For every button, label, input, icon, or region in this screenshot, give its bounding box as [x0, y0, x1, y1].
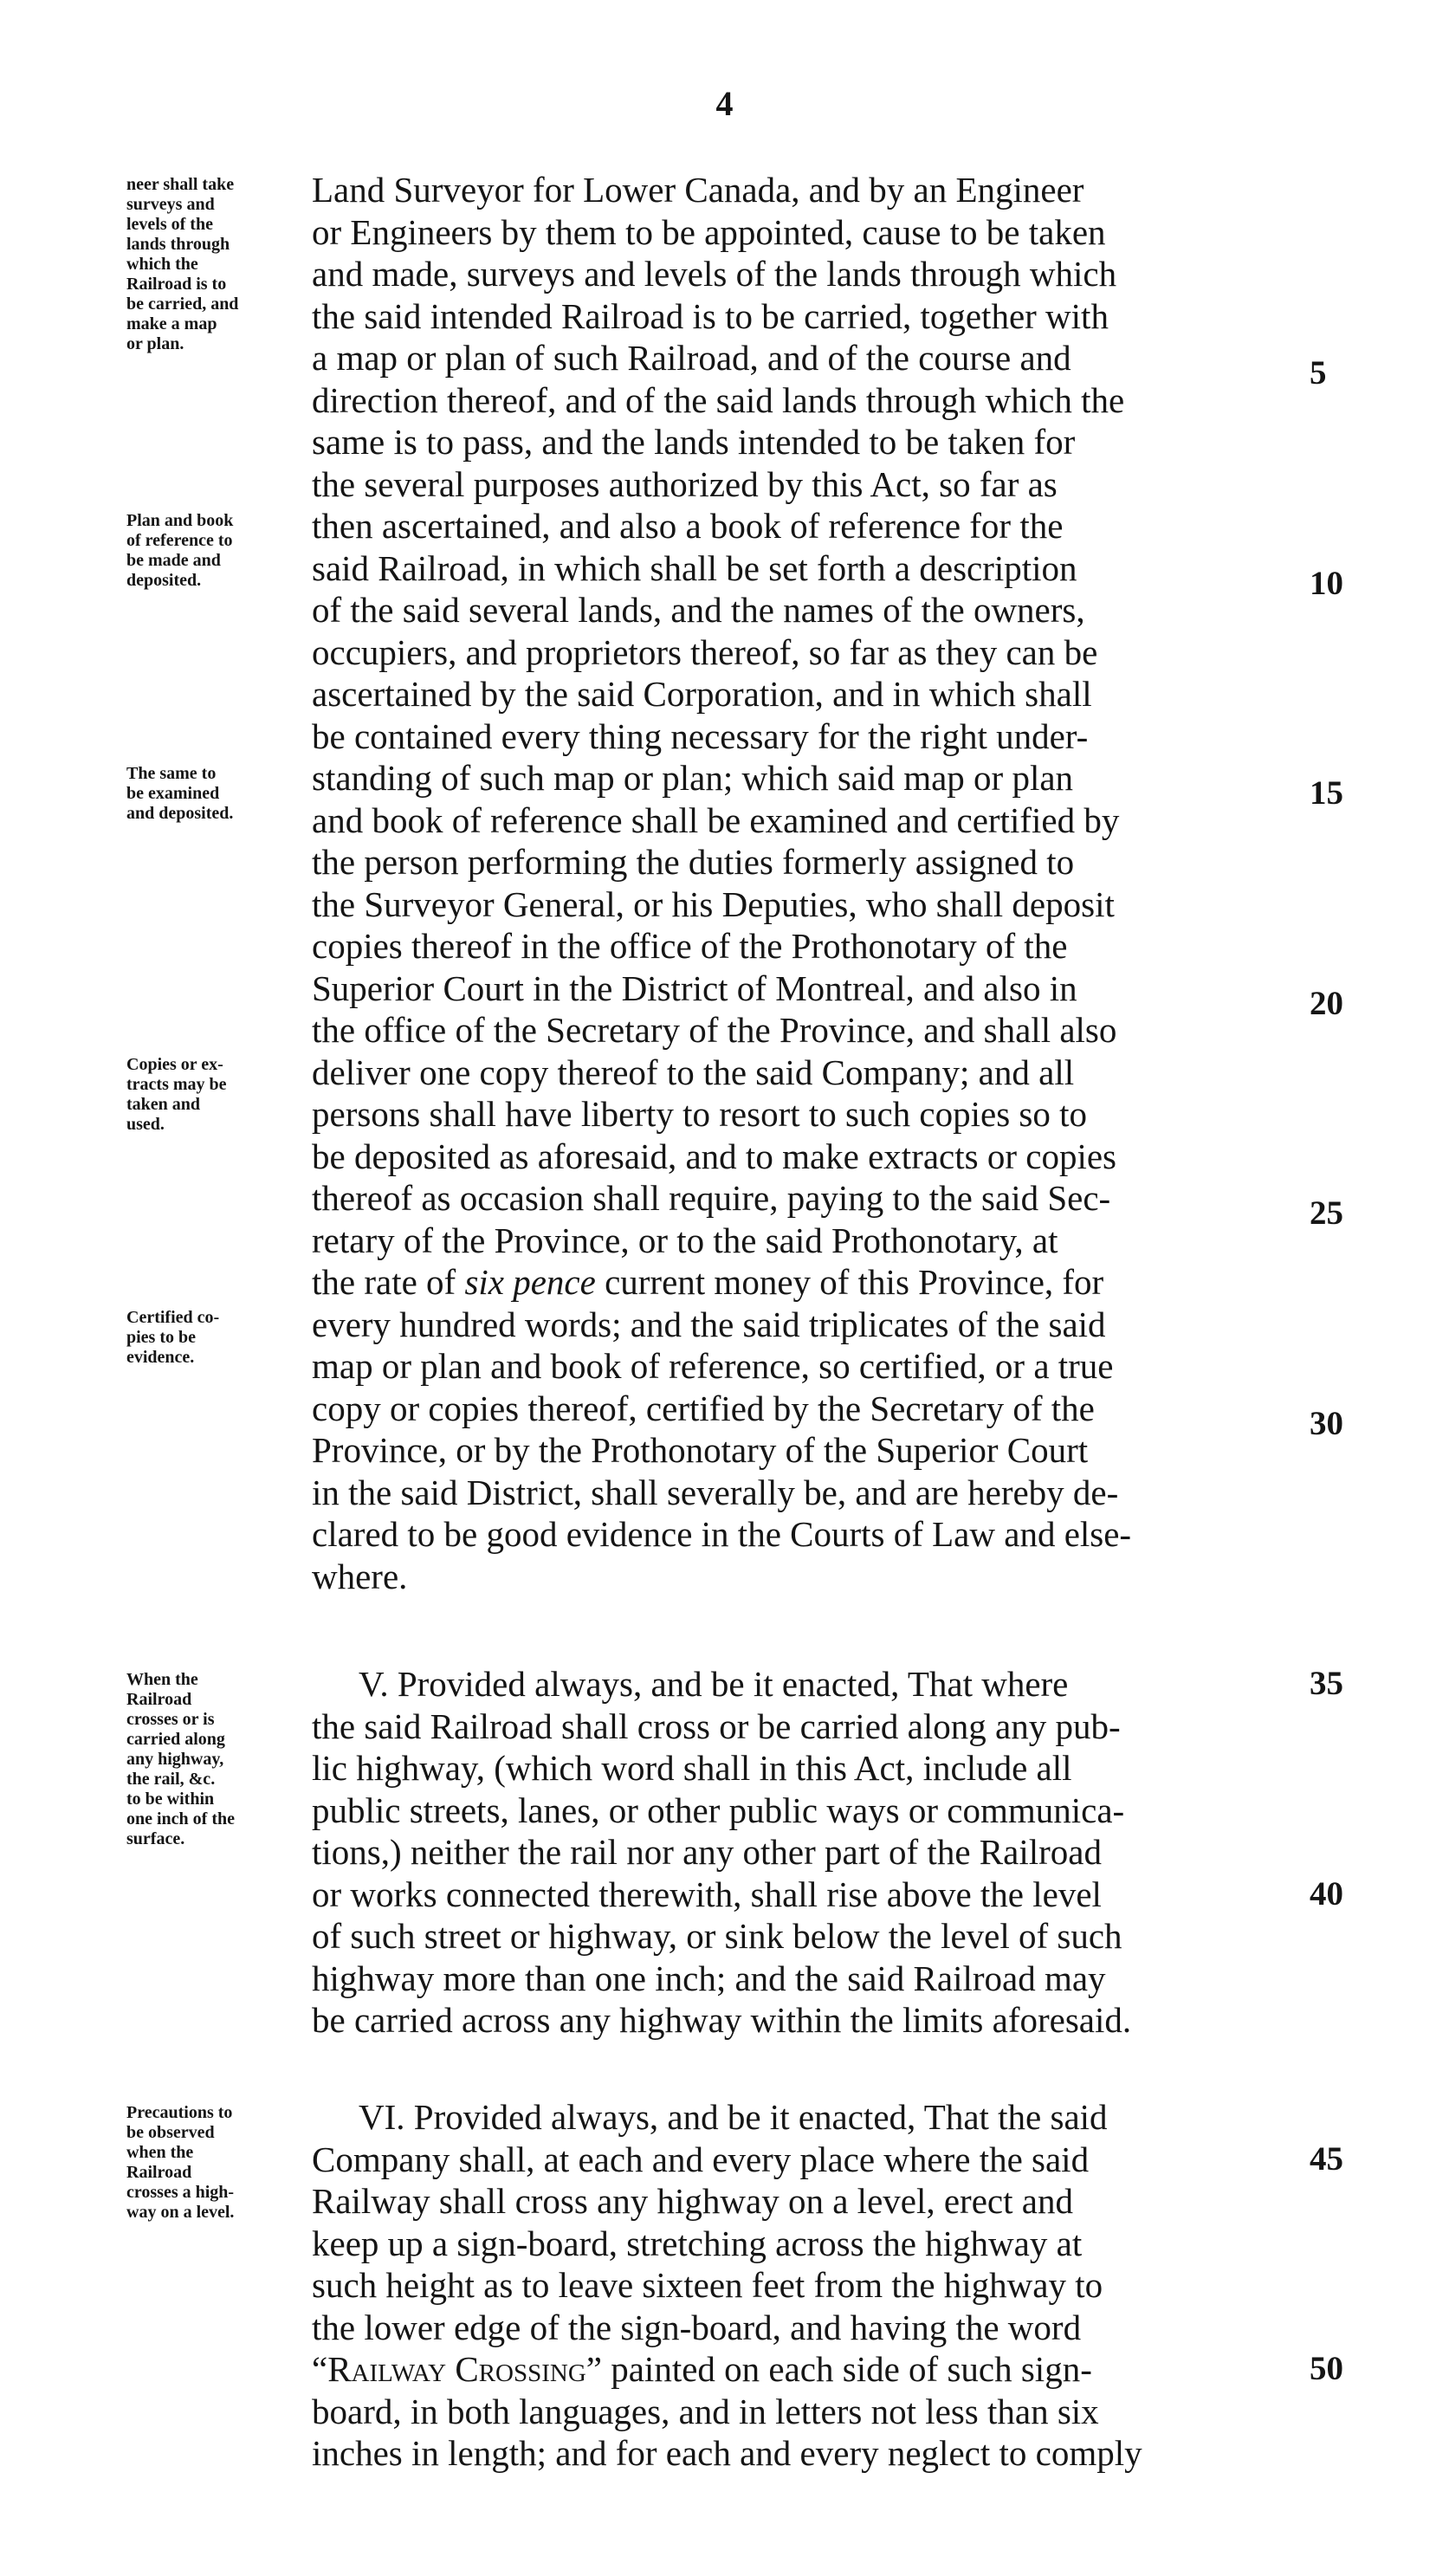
text-line: the several purposes authorized by this Act, so far as [312, 463, 1058, 504]
text-line: public streets, lanes, or other public ways or communica- [312, 1790, 1125, 1830]
margin-note-line: and deposited. [126, 804, 234, 823]
margin-note-copies [126, 1055, 300, 1135]
paragraph-section-v [312, 1663, 1299, 2042]
text-line: such height as to leave sixteen feet from the highway to [312, 2265, 1103, 2305]
margin-note-line: carried along [126, 1730, 225, 1749]
text-line: or works connected therewith, shall rise above the level [312, 1874, 1102, 1914]
text-line: lic highway, (which word shall in this Act, include all [312, 1748, 1072, 1788]
text-line: same is to pass, and the lands intended to be taken for [312, 422, 1076, 462]
text-segment: “ [312, 2349, 328, 2389]
text-line: of the said several lands, and the names of the owners, [312, 590, 1085, 630]
text-line: ascertained by the said Corporation, and in which shall [312, 674, 1092, 714]
text-line: every hundred words; and the said triplicates of the said [312, 1304, 1106, 1344]
line-number: 25 [1310, 1194, 1343, 1232]
text-line: the office of the Secretary of the Province, and shall also [312, 1010, 1117, 1050]
text-segment: ” painted on each side of such sign- [585, 2349, 1092, 2389]
text-line: inches in length; and for each and every neglect to comply [312, 2433, 1142, 2473]
text-line: standing of such map or plan; which said map or plan [312, 758, 1074, 798]
text-line: the Surveyor General, or his Deputies, who shall deposit [312, 883, 1115, 924]
text-line: be contained every thing necessary for the right under- [312, 715, 1089, 756]
text-line: thereof as occasion shall require, paying to the said Sec- [312, 1178, 1111, 1218]
margin-note-plan-and-book [126, 511, 300, 591]
margin-note-line: crosses a high- [126, 2183, 235, 2202]
small-caps-phrase: Railway Crossing [327, 2349, 586, 2389]
margin-note-examined [126, 764, 300, 824]
text-line: copies thereof in the office of the Prothonotary of the [312, 926, 1068, 966]
text-line: then ascertained, and also a book of reference for the [312, 506, 1064, 546]
line-number: 30 [1310, 1405, 1343, 1442]
text-line: Company shall, at each and every place where the said [312, 2139, 1090, 2179]
margin-note-line: Railroad [126, 1690, 192, 1709]
text-segment: the rate of [312, 1262, 465, 1302]
margin-note-line: of reference to [126, 531, 233, 550]
margin-note-line: one inch of the [126, 1809, 235, 1828]
text-line: the person performing the duties formerly assigned to [312, 842, 1075, 882]
line-number: 10 [1310, 565, 1343, 602]
text-line-with-small-caps [312, 2348, 1299, 2391]
text-line: said Railroad, in which shall be set forth a description [312, 547, 1077, 588]
text-line: retary of the Province, or to the said Prothonotary, at [312, 1220, 1058, 1260]
margin-note-line: make a map [126, 314, 217, 333]
text-line: in the said District, shall severally be, and are hereby de- [312, 1472, 1119, 1512]
margin-note-line: neer shall take [126, 175, 235, 194]
margin-note-line: Precautions to [126, 2103, 233, 2122]
italic-phrase: six pence [464, 1262, 596, 1302]
page-number: 4 [715, 84, 734, 123]
margin-note-line: used. [126, 1115, 165, 1134]
line-number: 15 [1310, 774, 1343, 812]
margin-note-surveys [126, 175, 300, 354]
text-line: where. [312, 1556, 408, 1596]
text-line: copy or copies thereof, certified by the Secretary of the [312, 1388, 1095, 1428]
margin-note-line: which the [126, 255, 198, 274]
text-line: board, in both languages, and in letters not less than six [312, 2391, 1099, 2431]
margin-note-line: Railroad is to [126, 275, 227, 294]
text-line: clared to be good evidence in the Courts of Law and else- [312, 1514, 1132, 1554]
text-line: deliver one copy thereof to the said Company; and all [312, 1052, 1075, 1092]
text-line: Province, or by the Prothonotary of the Superior Court [312, 1430, 1089, 1470]
text-line: tions,) neither the rail nor any other part of the Railroad [312, 1832, 1102, 1872]
margin-note-line: be examined [126, 784, 220, 803]
text-line: V. Provided always, and be it enacted, That where [359, 1664, 1069, 1704]
margin-note-line: taken and [126, 1095, 201, 1114]
text-line: Land Surveyor for Lower Canada, and by an Engineer [312, 170, 1084, 210]
paragraph-section-vi [312, 2096, 1299, 2475]
margin-note-line: deposited. [126, 571, 202, 590]
margin-note-line: Copies or ex- [126, 1055, 223, 1074]
margin-note-certified [126, 1308, 300, 1368]
text-line: a map or plan of such Railroad, and of the course and [312, 338, 1071, 378]
margin-note-line: Railroad [126, 2163, 192, 2182]
margin-note-line: be made and [126, 551, 221, 570]
margin-note-line: or plan. [126, 334, 184, 353]
text-line: of such street or highway, or sink below the level of such [312, 1916, 1122, 1956]
text-line: and made, surveys and levels of the lands through which [312, 254, 1117, 294]
text-line: the said Railroad shall cross or be carried along any pub- [312, 1705, 1121, 1746]
line-number: 5 [1310, 354, 1327, 392]
margin-note-line: any highway, [126, 1750, 224, 1769]
margin-note-line: When the [126, 1670, 198, 1689]
margin-note-line: way on a level. [126, 2203, 235, 2222]
margin-note-line: be carried, and [126, 294, 239, 314]
text-line: highway more than one inch; and the said Railroad may [312, 1958, 1106, 1998]
text-line: the said intended Railroad is to be carried, together with [312, 295, 1109, 336]
text-line: the lower edge of the sign-board, and having the word [312, 2307, 1082, 2347]
margin-note-line: The same to [126, 764, 217, 783]
margin-note-line: levels of the [126, 215, 213, 234]
line-number: 40 [1310, 1875, 1343, 1913]
margin-note-line: the rail, &c. [126, 1770, 216, 1789]
line-number: 20 [1310, 985, 1343, 1022]
margin-note-line: Plan and book [126, 511, 234, 530]
line-number: 45 [1310, 2140, 1343, 2178]
margin-note-line: surveys and [126, 195, 215, 214]
margin-note-line: tracts may be [126, 1075, 227, 1094]
margin-note-line: when the [126, 2143, 194, 2162]
margin-note-line: crosses or is [126, 1710, 215, 1729]
margin-note-line: Certified co- [126, 1308, 220, 1327]
margin-note-line: surface. [126, 1829, 185, 1848]
text-segment: current money of this Province, for [595, 1262, 1104, 1302]
text-line: Superior Court in the District of Montreal, and also in [312, 968, 1077, 1008]
margin-note-precautions [126, 2103, 300, 2223]
text-line: direction thereof, and of the said lands through which the [312, 379, 1125, 420]
text-line: be carried across any highway within the limits aforesaid. [312, 2000, 1132, 2040]
text-line: be deposited as aforesaid, and to make extracts or copies [312, 1136, 1116, 1176]
text-line: occupiers, and proprietors thereof, so far as they can be [312, 631, 1098, 672]
line-number: 35 [1310, 1665, 1343, 1702]
margin-note-line: pies to be [126, 1328, 196, 1347]
text-line: and book of reference shall be examined and certified by [312, 799, 1120, 840]
text-line: or Engineers by them to be appointed, cause to be taken [312, 211, 1106, 252]
text-line: map or plan and book of reference, so certified, or a true [312, 1346, 1114, 1386]
margin-note-highway-crossing [126, 1670, 300, 1849]
text-line: Railway shall cross any highway on a level, erect and [312, 2181, 1073, 2221]
text-line: VI. Provided always, and be it enacted, That the said [359, 2097, 1108, 2137]
margin-note-line: evidence. [126, 1348, 195, 1367]
margin-note-line: lands through [126, 235, 230, 254]
text-line-with-italic [312, 1261, 1299, 1304]
text-line: keep up a sign-board, stretching across the highway at [312, 2223, 1083, 2263]
paragraph-section-4-continued [312, 169, 1299, 1597]
line-number: 50 [1310, 2350, 1343, 2387]
text-line: persons shall have liberty to resort to such copies so to [312, 1094, 1087, 1134]
margin-note-line: to be within [126, 1790, 215, 1809]
margin-note-line: be observed [126, 2123, 215, 2142]
